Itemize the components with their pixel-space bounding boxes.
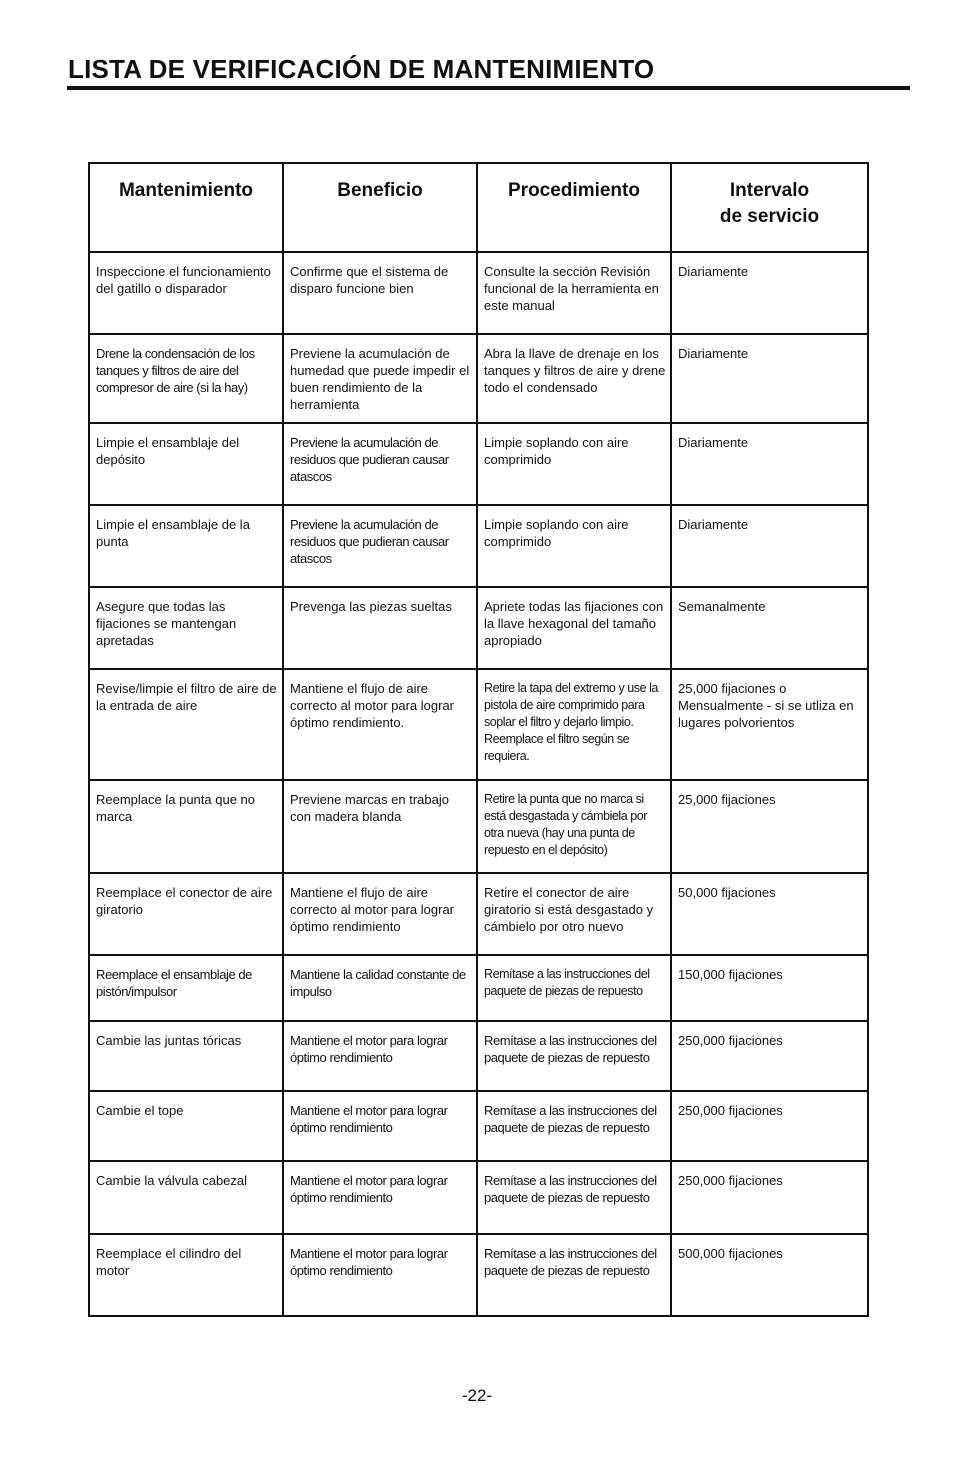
cell-procedure: Retire la tapa del extremo y use la pistola de aire comprimido para soplar el filtro y dejarlo limpio. Reemplace el filtro según se requiera. (477, 669, 671, 780)
cell-interval: Diariamente (671, 252, 868, 334)
cell-benefit: Previene la acumulación de humedad que puede impedir el buen rendimiento de la herramienta (283, 334, 477, 423)
cell-interval: 250,000 fijaciones (671, 1021, 868, 1091)
cell-procedure: Retire la punta que no marca si está desgastada y cámbiela por otra nueva (hay una punta de repuesto en el depósito) (477, 780, 671, 873)
header-procedimiento: Procedimiento (477, 163, 671, 252)
cell-maintenance: Reemplace el cilindro del motor (89, 1234, 283, 1316)
page-number: -22- (461, 1386, 493, 1405)
title-underline (67, 86, 910, 90)
cell-benefit: Mantiene el motor para lograr óptimo rendimiento (283, 1161, 477, 1234)
page-title: LISTA DE VERIFICACIÓN DE MANTENIMIENTO (68, 54, 655, 84)
cell-interval: 25,000 fijaciones o Mensualmente - si se utliza en lugares polvorientos (671, 669, 868, 780)
cell-procedure: Apriete todas las fijaciones con la llave hexagonal del tamaño apropiado (477, 587, 671, 669)
cell-procedure: Consulte la sección Revisión funcional de la herramienta en este manual (477, 252, 671, 334)
table-row (89, 334, 868, 423)
cell-procedure: Remítase a las instrucciones del paquete de piezas de repuesto (477, 955, 671, 1021)
cell-interval: Diariamente (671, 423, 868, 505)
cell-procedure: Remítase a las instrucciones del paquete de piezas de repuesto (477, 1091, 671, 1161)
cell-procedure: Remítase a las instrucciones del paquete de piezas de repuesto (477, 1021, 671, 1091)
cell-interval: 25,000 fijaciones (671, 780, 868, 873)
header-mantenimiento: Mantenimiento (89, 163, 283, 252)
cell-procedure: Limpie soplando con aire comprimido (477, 423, 671, 505)
table-row (89, 1021, 868, 1091)
cell-maintenance: Reemplace el conector de aire giratorio (89, 873, 283, 955)
cell-maintenance: Cambie las juntas tóricas (89, 1021, 283, 1091)
cell-benefit: Confirme que el sistema de disparo funcione bien (283, 252, 477, 334)
cell-benefit: Mantiene el motor para lograr óptimo rendimiento (283, 1021, 477, 1091)
header-intervalo: Intervalo de servicio (671, 163, 868, 252)
cell-benefit: Mantiene la calidad constante de impulso (283, 955, 477, 1021)
cell-benefit: Mantiene el motor para lograr óptimo rendimiento (283, 1091, 477, 1161)
table-row (89, 1091, 868, 1161)
cell-maintenance: Cambie la válvula cabezal (89, 1161, 283, 1234)
cell-benefit: Mantiene el motor para lograr óptimo rendimiento (283, 1234, 477, 1316)
cell-benefit: Previene la acumulación de residuos que pudieran causar atascos (283, 505, 477, 587)
table-row (89, 1161, 868, 1234)
header-beneficio: Beneficio (283, 163, 477, 252)
cell-procedure: Remítase a las instrucciones del paquete de piezas de repuesto (477, 1161, 671, 1234)
cell-maintenance: Reemplace la punta que no marca (89, 780, 283, 873)
cell-benefit: Mantiene el flujo de aire correcto al motor para lograr óptimo rendimiento. (283, 669, 477, 780)
cell-interval: Diariamente (671, 505, 868, 587)
cell-maintenance: Drene la condensación de los tanques y filtros de aire del compresor de aire (si la hay) (89, 334, 283, 423)
table-row (89, 955, 868, 1021)
cell-benefit: Mantiene el flujo de aire correcto al motor para lograr óptimo rendimiento (283, 873, 477, 955)
table-row (89, 1234, 868, 1316)
table-header-row (89, 163, 868, 252)
table-row (89, 505, 868, 587)
cell-benefit: Previene marcas en trabajo con madera blanda (283, 780, 477, 873)
cell-maintenance: Limpie el ensamblaje del depósito (89, 423, 283, 505)
cell-interval: 150,000 fijaciones (671, 955, 868, 1021)
cell-interval: Diariamente (671, 334, 868, 423)
cell-benefit: Prevenga las piezas sueltas (283, 587, 477, 669)
table-row (89, 587, 868, 669)
cell-interval: 50,000 fijaciones (671, 873, 868, 955)
table-row (89, 423, 868, 505)
cell-procedure: Remítase a las instrucciones del paquete de piezas de repuesto (477, 1234, 671, 1316)
cell-interval: Semanalmente (671, 587, 868, 669)
cell-maintenance: Reemplace el ensamblaje de pistón/impulsor (89, 955, 283, 1021)
table-row (89, 780, 868, 873)
cell-maintenance: Cambie el tope (89, 1091, 283, 1161)
table-row (89, 252, 868, 334)
cell-procedure: Retire el conector de aire giratorio si está desgastado y cámbielo por otro nuevo (477, 873, 671, 955)
cell-maintenance: Limpie el ensamblaje de la punta (89, 505, 283, 587)
cell-maintenance: Revise/limpie el filtro de aire de la entrada de aire (89, 669, 283, 780)
cell-procedure: Abra la llave de drenaje en los tanques y filtros de aire y drene todo el condensado (477, 334, 671, 423)
cell-maintenance: Inspeccione el funcionamiento del gatillo o disparador (89, 252, 283, 334)
cell-interval: 250,000 fijaciones (671, 1091, 868, 1161)
cell-interval: 250,000 fijaciones (671, 1161, 868, 1234)
table-row (89, 873, 868, 955)
table-row (89, 669, 868, 780)
maintenance-checklist-table (88, 162, 869, 1317)
cell-procedure: Limpie soplando con aire comprimido (477, 505, 671, 587)
cell-benefit: Previene la acumulación de residuos que pudieran causar atascos (283, 423, 477, 505)
cell-interval: 500,000 fijaciones (671, 1234, 868, 1316)
cell-maintenance: Asegure que todas las fijaciones se mantengan apretadas (89, 587, 283, 669)
